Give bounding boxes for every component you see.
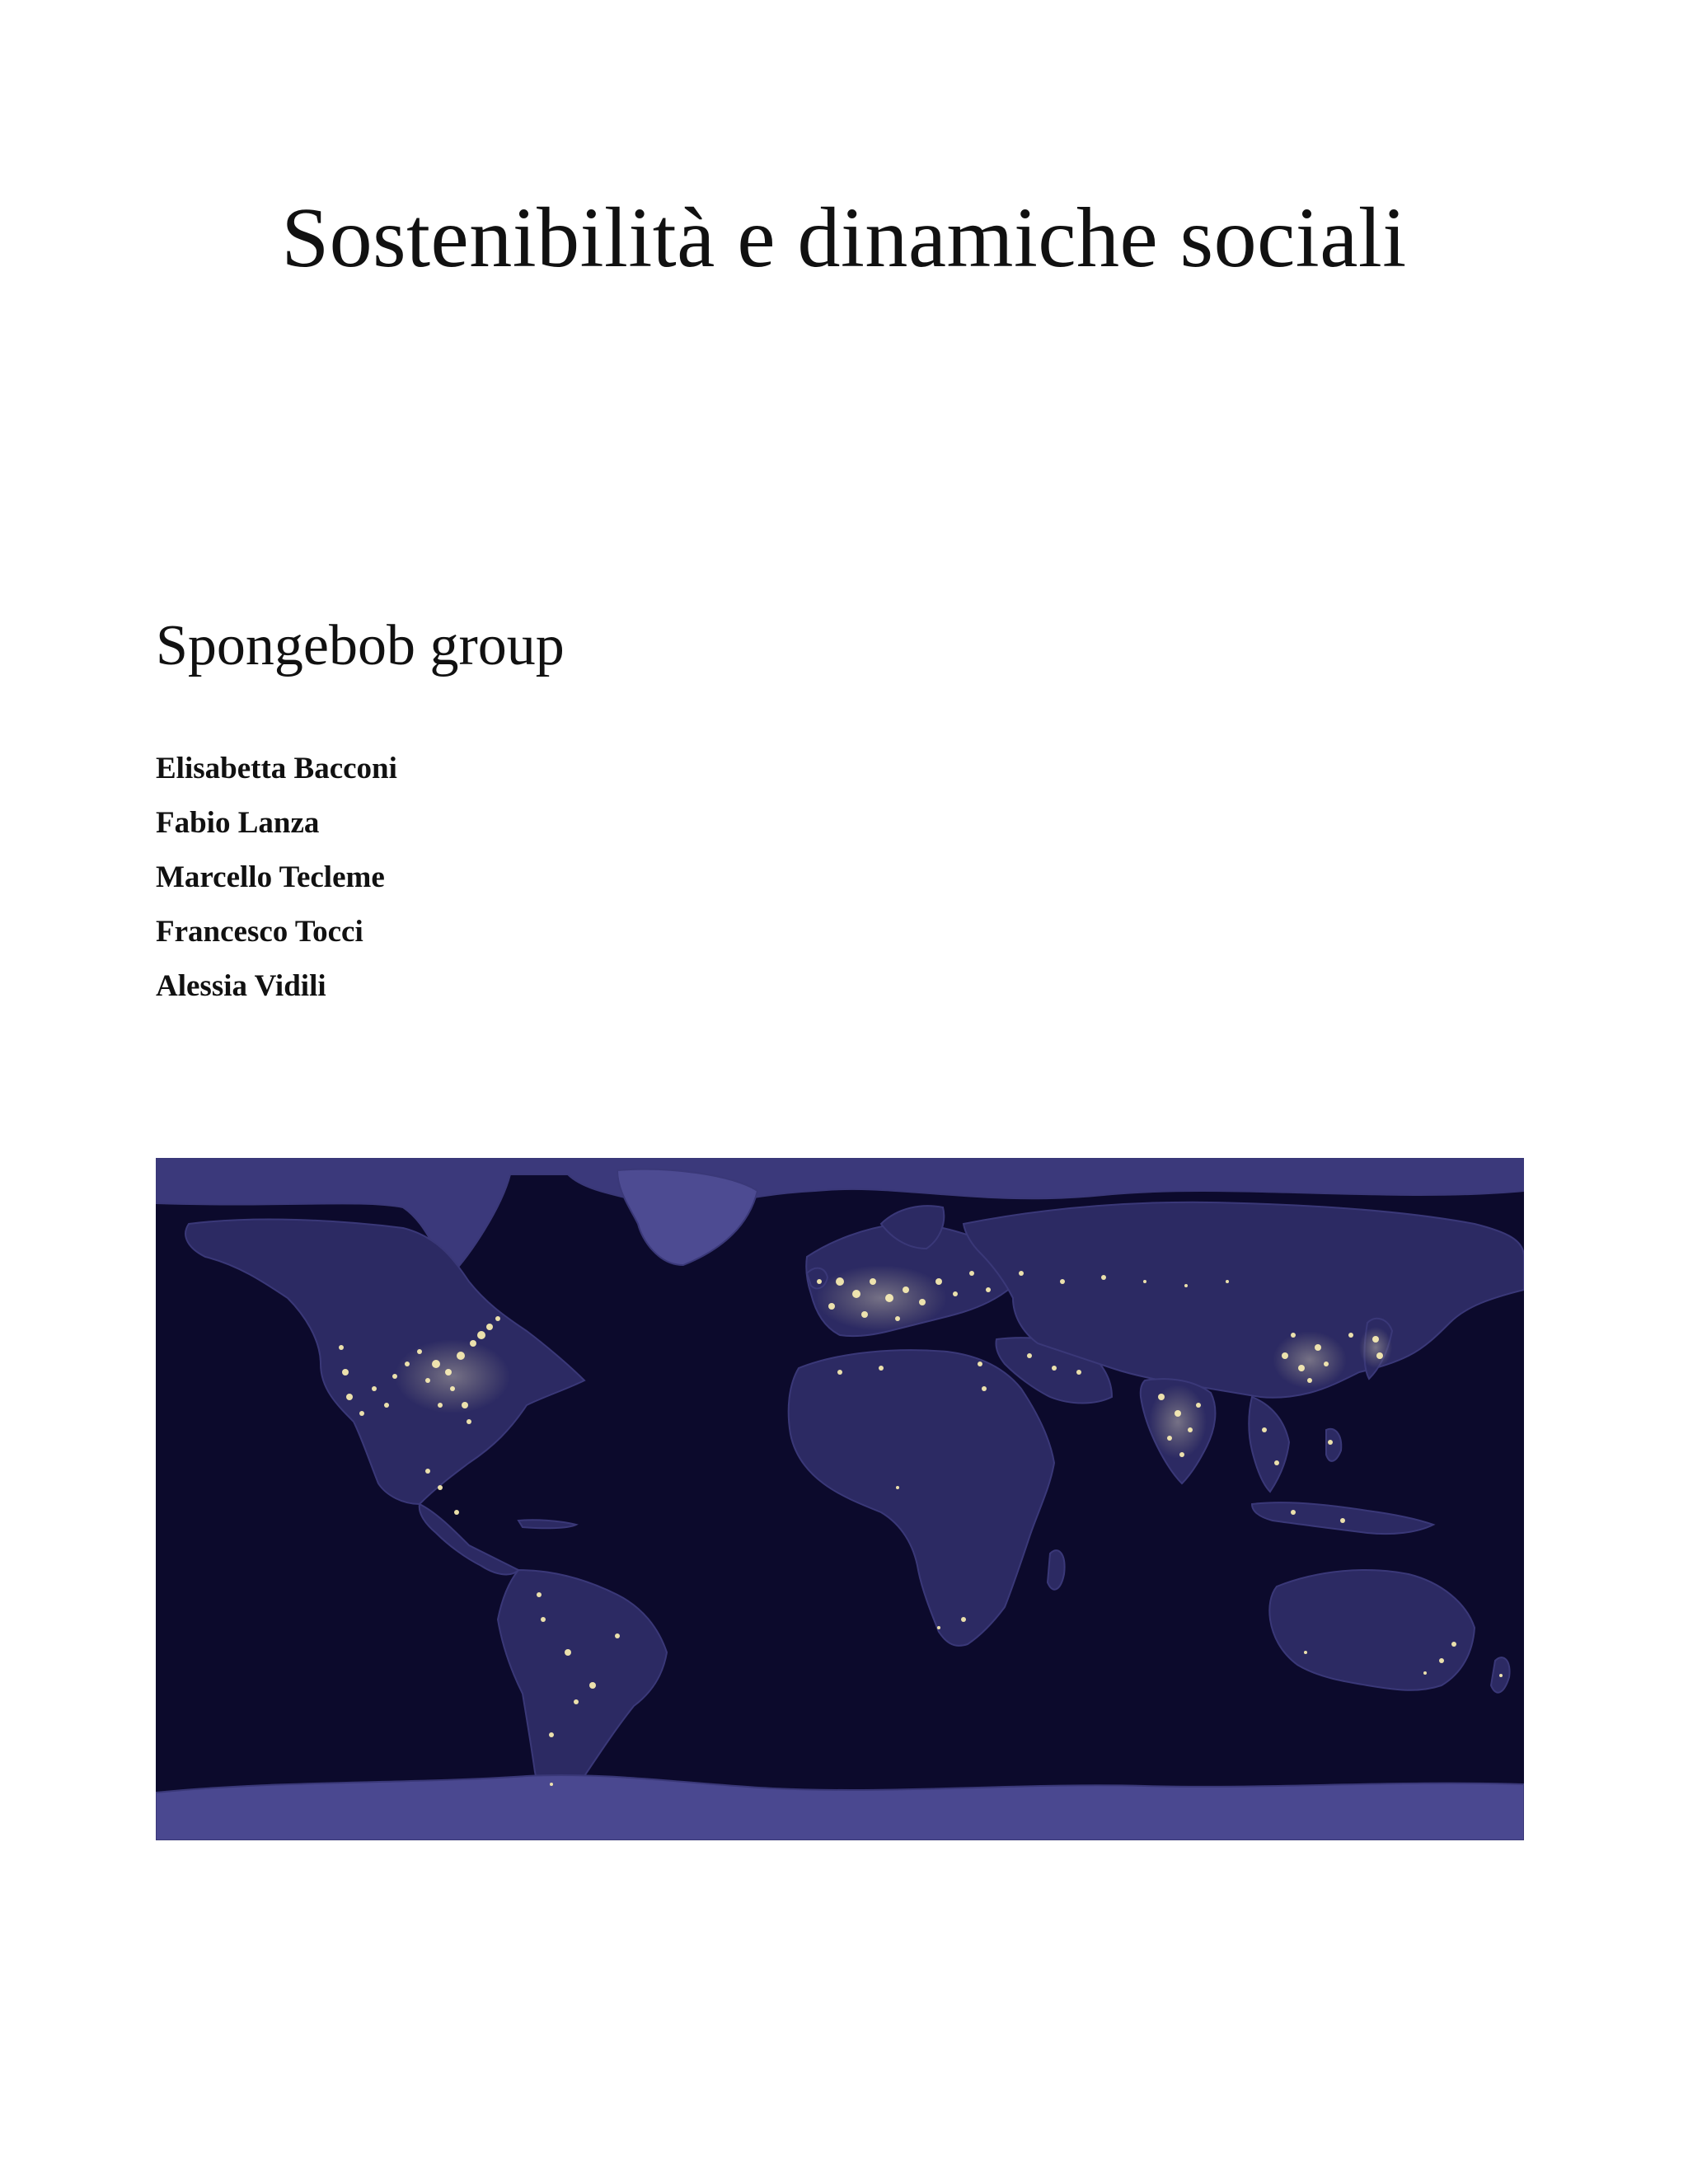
author-name: Elisabetta Bacconi [156, 752, 397, 785]
author-name: Francesco Tocci [156, 915, 363, 949]
world-map-icon [156, 1158, 1524, 1840]
author-name: Marcello Tecleme [156, 860, 385, 894]
author-list [156, 746, 397, 1018]
earth-at-night-image [156, 1158, 1524, 1840]
document-title: Sostenibilità e dinamiche sociali [281, 190, 1407, 285]
author-name: Fabio Lanza [156, 806, 320, 840]
group-name: Spongebob group [156, 614, 565, 677]
author-name: Alessia Vidili [156, 969, 326, 1003]
